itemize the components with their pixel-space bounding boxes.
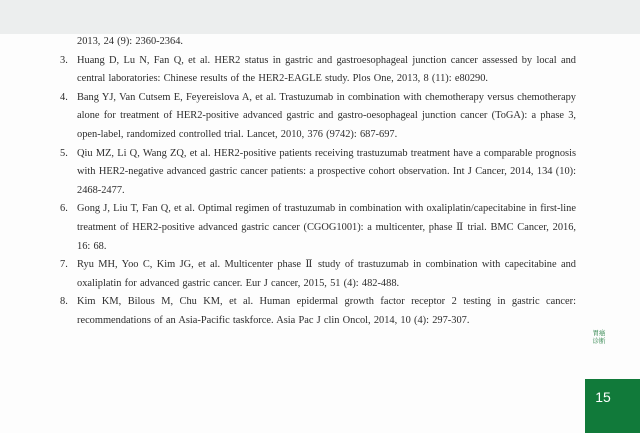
reference-item	[60, 33, 576, 52]
chapter-side-label: 胃癌诊断	[592, 329, 606, 345]
page-number: 15	[595, 389, 611, 405]
reference-number: 3.	[60, 54, 68, 66]
reference-text: 2013, 24 (9): 2360-2364.	[77, 36, 183, 47]
reference-item	[60, 89, 576, 145]
reference-text: Qiu MZ, Li Q, Wang ZQ, et al. HER2-positive patients receiving trastuzumab treatment have a comparable prognosis with HER2-negative advanced gastric cancer patients: a prospective cohort observation. Int J Cancer, 2014, 134 (10): 2468-2477.	[77, 147, 576, 196]
reference-item	[60, 256, 576, 293]
reference-number: 6.	[60, 203, 68, 215]
reference-item	[60, 200, 576, 256]
reference-text: Kim KM, Bilous M, Chu KM, et al. Human epidermal growth factor receptor 2 testing in gastric cancer: recommendations of an Asia-Pacific taskforce. Asia Pac J clin Oncol, 2014, 10 (4): 297-307.	[77, 296, 576, 326]
reference-number: 4.	[60, 91, 68, 103]
reference-number: 7.	[60, 259, 68, 271]
reference-text: Huang D, Lu N, Fan Q, et al. HER2 status in gastric and gastroesophageal junction cancer assessed by local and central laboratories: Chinese results of the HER2-EAGLE study. Plos One, 2013, 8 (11): e80290.	[77, 54, 576, 85]
reference-item	[60, 293, 576, 330]
reference-text: Gong J, Liu T, Fan Q, et al. Optimal regimen of trastuzumab in combination with oxaliplatin/capecitabine in first-line treatment of HER2-positive advanced gastric cancer (CGOG1001): a multicenter, phase Ⅱ trial. BMC Cancer, 2016, 16: 68.	[77, 203, 576, 252]
page-number-tab	[585, 379, 640, 433]
reference-number: 8.	[60, 296, 68, 308]
page-header-band	[0, 0, 640, 34]
reference-text: Bang YJ, Van Cutsem E, Feyereislova A, et al. Trastuzumab in combination with chemotherapy versus chemotherapy alone for treatment of HER2-positive advanced gastric and gastro-oesophageal junction cancer (ToGA): a phase 3, open-label, randomized controlled trial. Lancet, 2010, 376 (9742): 687-697.	[77, 91, 576, 140]
reference-list	[60, 33, 576, 331]
reference-item	[60, 145, 576, 201]
reference-number: 5.	[60, 147, 68, 159]
reference-text: Ryu MH, Yoo C, Kim JG, et al. Multicenter phase Ⅱ study of trastuzumab in combination with capecitabine and oxaliplatin for advanced gastric cancer. Eur J cancer, 2015, 51 (4): 482-488.	[77, 259, 576, 289]
reference-item	[60, 52, 576, 89]
